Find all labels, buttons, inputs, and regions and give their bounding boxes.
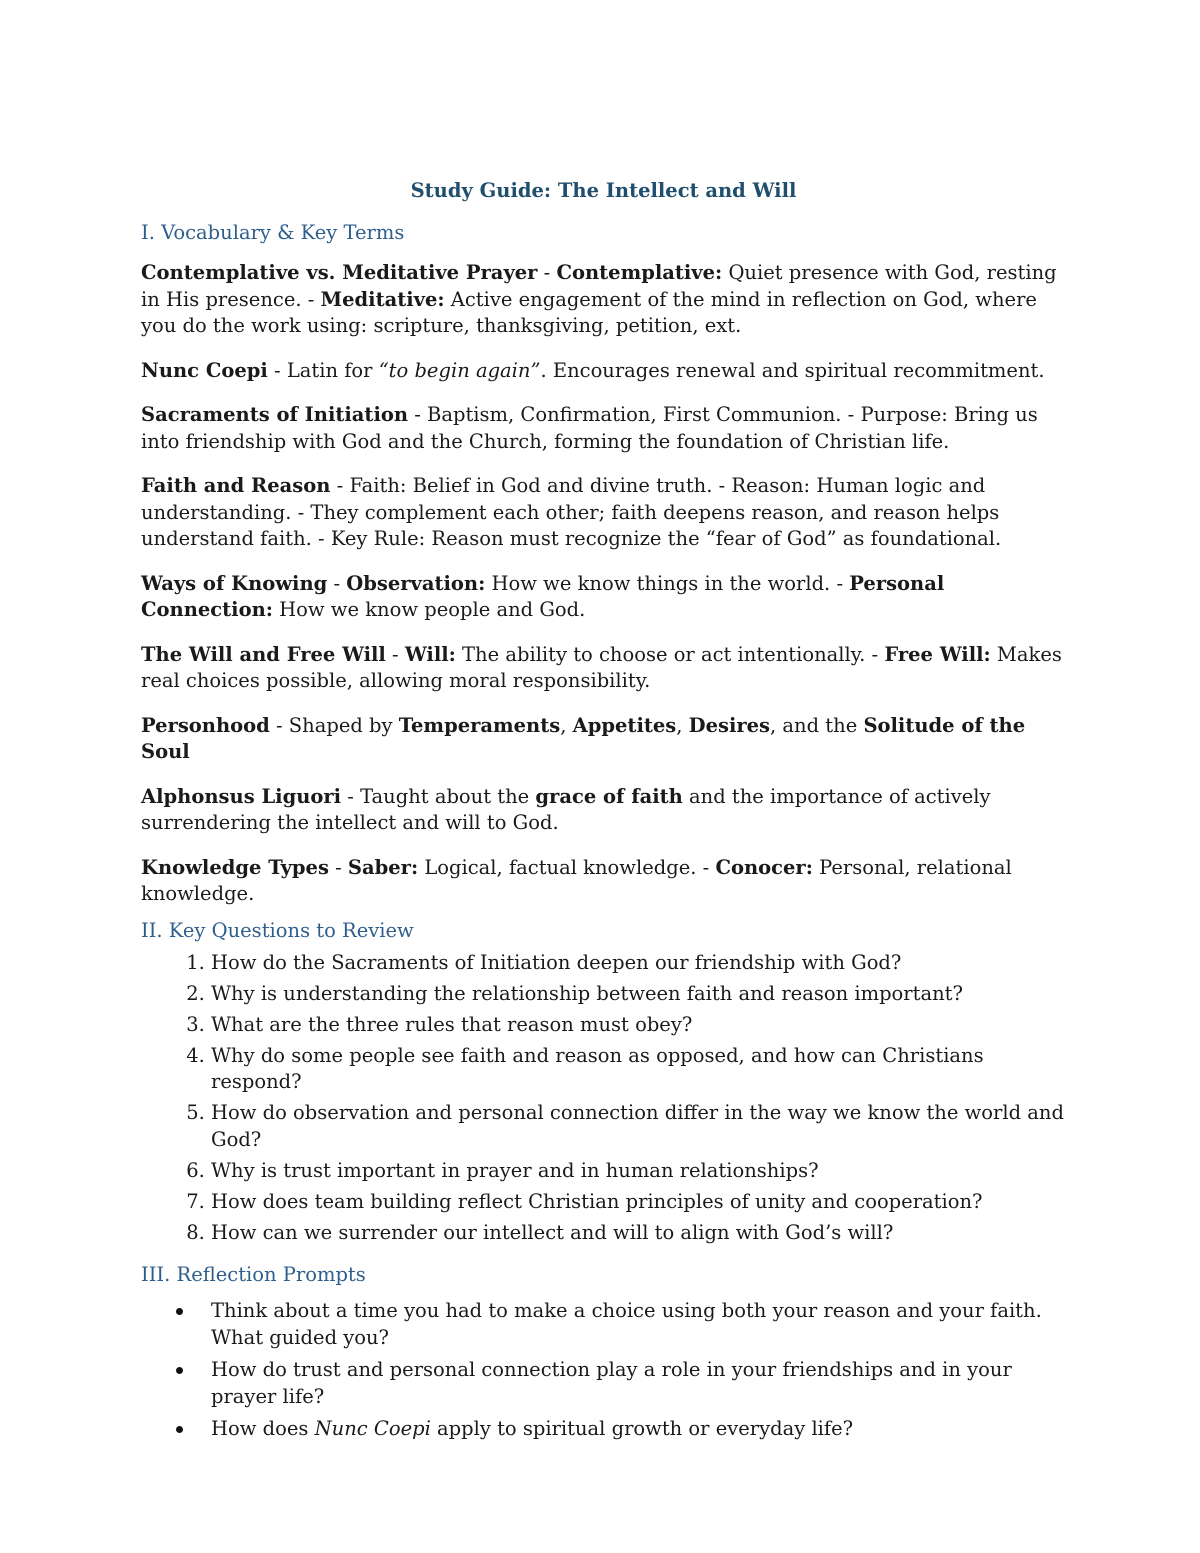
term-sacraments: [141, 402, 1066, 455]
term-text: ,: [676, 713, 689, 737]
document-page: [141, 176, 1066, 1449]
list-item: 4. Why do some people see faith and reason as opposed, and how can Christians respond?: [211, 1043, 1066, 1096]
term-prayer: [141, 260, 1066, 340]
list-item: [211, 1416, 1066, 1443]
term-italic: “to begin again”: [378, 358, 541, 382]
list-item: 5. How do observation and personal connection differ in the way we know the world and God?: [211, 1100, 1066, 1153]
term-label: The Will and Free Will: [141, 642, 386, 666]
term-bold: grace of faith: [535, 784, 683, 808]
term-text: Active engagement of the mind in reflection on God, where you do the work using: scripture, thanksgiving, petition, ext.: [141, 287, 1037, 337]
term-text: The ability to choose or act intentionally. -: [455, 642, 885, 666]
list-item: [211, 1298, 1066, 1351]
term-knowledge-types: [141, 855, 1066, 908]
term-label: Knowledge Types: [141, 855, 329, 879]
term-alphonsus: [141, 784, 1066, 837]
subterm-label: Conocer:: [715, 855, 813, 879]
term-label: Contemplative vs. Meditative Prayer: [141, 261, 538, 284]
prompt-text: How do trust and personal connection play a role in your friendships and in your prayer life?: [211, 1358, 1012, 1408]
term-label: Personhood: [141, 713, 270, 737]
questions-list: [141, 950, 1066, 1247]
term-text: How we know things in the world. -: [485, 571, 850, 595]
list-item: 3. What are the three rules that reason must obey?: [211, 1012, 1066, 1039]
term-personhood: [141, 713, 1066, 766]
subterm-label: Free Will:: [884, 642, 991, 666]
list-item: 1. How do the Sacraments of Initiation deepen our friendship with God?: [211, 950, 1066, 977]
list-item: 7. How does team building reflect Christian principles of unity and cooperation?: [211, 1189, 1066, 1216]
term-text: -: [327, 571, 347, 595]
subterm-label: Personal Connection:: [141, 571, 945, 621]
list-item: [211, 1357, 1066, 1410]
subterm-label: Contemplative:: [556, 261, 723, 284]
term-label: Ways of Knowing: [141, 571, 328, 595]
section-heading-vocabulary: I. Vocabulary & Key Terms: [141, 221, 405, 244]
term-label: Alphonsus Liguori: [141, 784, 342, 808]
term-text: -: [385, 642, 405, 666]
subterm-label: Observation:: [346, 571, 486, 595]
term-text: How we know people and God.: [272, 598, 586, 621]
prompts-list: [141, 1298, 1066, 1443]
term-text: Logical, factual knowledge. -: [418, 855, 716, 879]
term-nunc-coepi: [141, 358, 1066, 385]
list-item: 2. Why is understanding the relationship between faith and reason important?: [211, 981, 1066, 1008]
term-label: Nunc Coepi: [141, 358, 268, 382]
term-bold: Desires: [688, 713, 771, 737]
prompt-text: Think about a time you had to make a choice using both your reason and your faith. What guided you?: [211, 1299, 1042, 1349]
term-text: -: [328, 855, 348, 879]
term-label: Faith and Reason: [141, 474, 331, 497]
term-ways-of-knowing: [141, 571, 1066, 624]
term-text: -: [537, 261, 557, 284]
bullet-icon: [176, 1308, 183, 1315]
term-text: and the importance of actively surrendering the intellect and will to God.: [141, 784, 991, 834]
prompt-italic: Nunc Coepi: [314, 1417, 431, 1440]
section-heading-prompts: III. Reflection Prompts: [141, 1263, 366, 1286]
term-bold: Solitude of the Soul: [141, 713, 1026, 763]
document-title: Study Guide: The Intellect and Will: [410, 179, 797, 202]
term-text: - Baptism, Confirmation, First Communion. - Purpose: Bring us into friendship with God and the Church, forming the foundation of Christian life.: [141, 403, 1038, 453]
subterm-label: Meditative:: [320, 287, 445, 311]
subterm-label: Will:: [404, 642, 456, 666]
term-text: Makes real choices possible, allowing moral responsibility.: [141, 642, 1062, 692]
section-heading-questions: II. Key Questions to Review: [141, 918, 414, 942]
list-item: 8. How can we surrender our intellect and will to align with God’s will?: [211, 1220, 1066, 1247]
term-text: - Faith: Belief in God and divine truth. - Reason: Human logic and understanding. - They complement each other; faith deepens reason, and reason helps understand faith. - Key Rule: Reason must recognize the “fear of God” as foundational.: [141, 474, 1002, 550]
list-item: 6. Why is trust important in prayer and in human relationships?: [211, 1158, 1066, 1185]
subterm-label: Saber:: [347, 855, 419, 879]
term-label: Sacraments of Initiation: [141, 403, 409, 426]
term-will: [141, 642, 1066, 695]
bullet-icon: [176, 1367, 183, 1374]
prompt-text: apply to spiritual growth or everyday life?: [430, 1417, 854, 1440]
term-text: - Latin for: [267, 358, 379, 382]
term-text: Quiet presence with God, resting in His presence. -: [141, 261, 1057, 311]
term-text: . Encourages renewal and spiritual recommitment.: [540, 358, 1045, 382]
bullet-icon: [176, 1426, 183, 1433]
term-text: - Taught about the: [341, 784, 536, 808]
term-faith-reason: [141, 473, 1066, 553]
prompt-text: How does: [211, 1417, 315, 1440]
term-text: Personal, relational knowledge.: [141, 855, 1012, 905]
term-text: , and the: [770, 713, 864, 737]
term-text: ,: [560, 713, 573, 737]
term-bold: Temperaments: [398, 713, 561, 737]
term-text: - Shaped by: [269, 713, 399, 737]
term-bold: Appetites: [572, 713, 677, 737]
